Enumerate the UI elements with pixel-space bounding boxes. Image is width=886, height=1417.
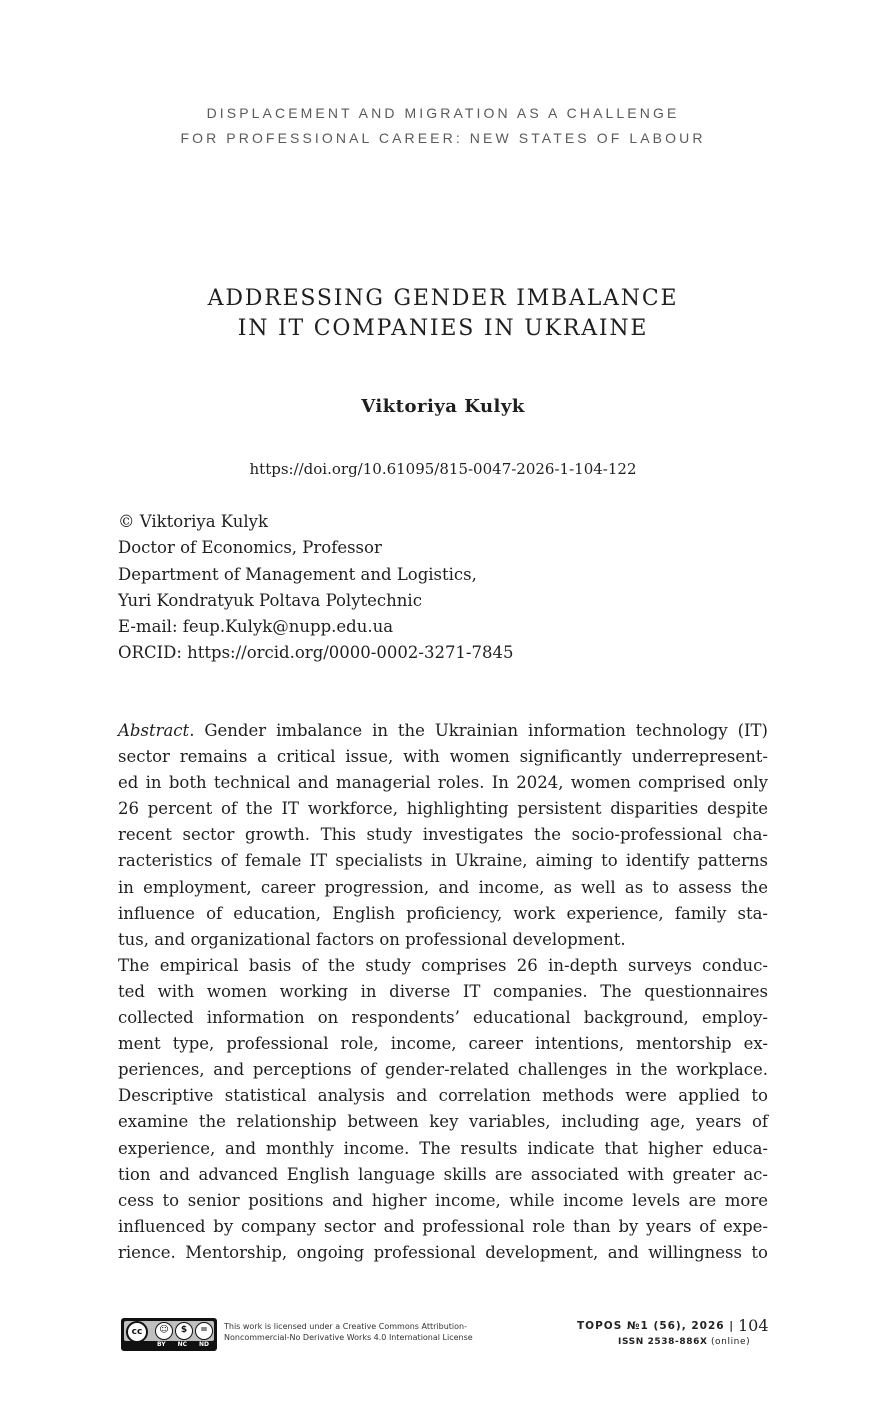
abstract-line: sector remains a critical issue, with women significantly underrepresent- [118, 747, 768, 767]
abstract-line: periences, and perceptions of gender-related challenges in the workplace. [118, 1060, 768, 1080]
department-line: Department of Management and Logistics, [118, 564, 477, 584]
cc-nc-label: NC [177, 1341, 187, 1348]
email-line[interactable]: E-mail: feup.Kulyk@nupp.edu.ua [118, 617, 394, 637]
doi-link[interactable]: https://doi.org/10.61095/815-0047-2026-1-104-122 [249, 460, 637, 478]
degree-line: Doctor of Economics, Professor [118, 538, 382, 558]
abstract-body [118, 718, 768, 1266]
abstract-line: recent sector growth. This study investigates the socio-professional cha- [118, 825, 768, 845]
cc-nd-label: ND [198, 1341, 209, 1348]
institution-line: Yuri Kondratyuk Poltava Polytechnic [118, 590, 422, 610]
abstract-line: examine the relationship between key variables, including age, years of [118, 1112, 768, 1132]
abstract-line: Descriptive statistical analysis and correlation methods were applied to [118, 1086, 768, 1106]
abstract-line: experience, and monthly income. The results indicate that higher educa- [118, 1138, 768, 1158]
abstract-line: rience. Mentorship, ongoing professional development, and willingness to [118, 1242, 768, 1262]
copyright-line: © Viktoriya Kulyk [118, 512, 268, 531]
cc-icon-row [124, 1321, 214, 1341]
abstract-line: ment type, professional role, income, career intentions, mentorship ex- [118, 1034, 768, 1054]
license-line-1: This work is licensed under a Creative Commons Attribution- [224, 1322, 467, 1331]
cc-icon: cc [126, 1321, 148, 1343]
abstract-line: 26 percent of the IT workforce, highlighting persistent disparities despite [118, 799, 768, 819]
abstract-line: The empirical basis of the study comprises 26 in-depth surveys conduc- [118, 955, 768, 975]
no-dollar-icon: $ [175, 1322, 193, 1340]
abstract-label: Abstract [118, 721, 190, 740]
cc-by-label: BY [156, 1341, 166, 1348]
abstract-line: tion and advanced English language skills are associated with greater ac- [118, 1164, 768, 1184]
affiliation-block [118, 509, 514, 667]
running-header-line-2: FOR PROFESSIONAL CAREER: NEW STATES OF LABOUR [180, 130, 706, 146]
abstract-line: Abstract. Gender imbalance in the Ukrainian information technology (IT) [118, 721, 768, 740]
orcid-line[interactable]: ORCID: https://orcid.org/0000-0002-3271-7845 [118, 643, 514, 663]
article-title-line-1: ADDRESSING GENDER IMBALANCE [207, 286, 679, 311]
license-text [224, 1321, 504, 1343]
abstract-line: cess to senior positions and higher income, while income levels are more [118, 1190, 768, 1210]
running-header-line-1: DISPLACEMENT AND MIGRATION AS A CHALLENGE [206, 105, 680, 121]
license-line-2: Noncommercial-No Derivative Works 4.0 International License [224, 1333, 473, 1342]
abstract-line: tus, and organizational factors on professional development. [118, 929, 626, 949]
equals-icon: = [195, 1322, 213, 1340]
running-header [0, 101, 886, 151]
abstract-line: racteristics of female IT specialists in Ukraine, aiming to identify patterns [118, 851, 768, 871]
author-name: Viktoriya Kulyk [361, 396, 525, 417]
creative-commons-badge[interactable] [121, 1318, 217, 1351]
article-title-line-2: IN IT COMPANIES IN UKRAINE [237, 316, 649, 341]
issn-suffix: (online) [707, 1337, 751, 1347]
abstract-line: ted with women working in diverse IT companies. The questionnaires [118, 981, 768, 1001]
abstract-line: influenced by company sector and professional role than by years of expe- [118, 1216, 768, 1236]
person-icon: ☺ [155, 1322, 173, 1340]
article-title [0, 284, 886, 344]
issn [618, 1337, 750, 1347]
page-number: 104 [738, 1316, 769, 1335]
abstract-line: collected information on respondents’ educational background, employ- [118, 1008, 768, 1028]
issn-label: ISSN 2538-886X [618, 1337, 708, 1347]
journal-issue: TOPOS №1 (56), 2026 | [577, 1320, 735, 1332]
abstract-line: ed in both technical and managerial roles. In 2024, women comprised only [118, 773, 768, 793]
abstract-line: in employment, career progression, and income, as well as to assess the [118, 877, 768, 897]
abstract-line: influence of education, English proficiency, work experience, family sta- [118, 903, 768, 923]
cc-badge-labels [151, 1341, 215, 1348]
